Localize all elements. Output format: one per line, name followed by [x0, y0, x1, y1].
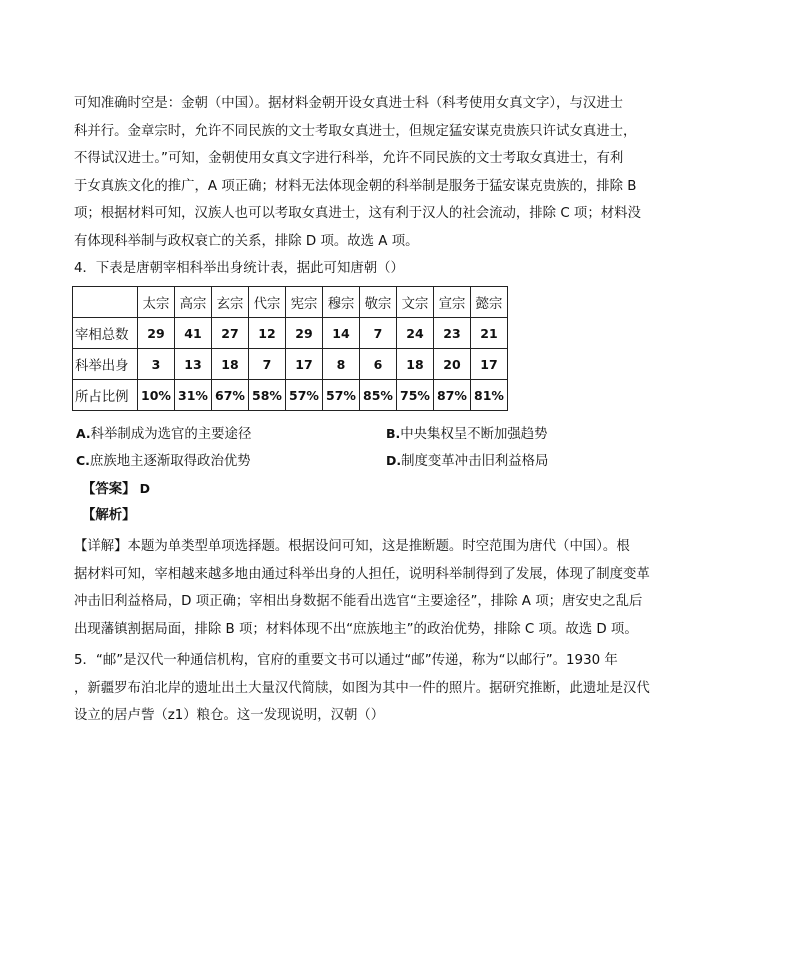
table-cell: 14 [323, 318, 360, 349]
explanation-line: 有体现科举制与政权衰亡的关系，排除 D 项。故选 A 项。 [74, 233, 419, 249]
chancellor-statistics-table [72, 286, 508, 411]
table-row [73, 349, 508, 380]
table-cell: 27 [212, 318, 249, 349]
explanation-line: 科并行。金章宗时，允许不同民族的文士考取女真进士，但规定猛安谋克贵族只许试女真进士， [74, 123, 637, 139]
option-text: 庶族地主逐渐取得政治优势 [89, 454, 251, 469]
option-b [386, 424, 548, 445]
option-text: 制度变革冲击旧利益格局 [401, 454, 549, 469]
table-header-row [73, 287, 508, 318]
table-cell: 10% [138, 380, 175, 411]
table-cell: 29 [138, 318, 175, 349]
table-header-cell: 穆宗 [323, 287, 360, 318]
table-cell: 29 [286, 318, 323, 349]
table-cell: 17 [286, 349, 323, 380]
table-header-cell: 文宗 [397, 287, 434, 318]
option-letter: D. [386, 453, 402, 468]
table-cell: 20 [434, 349, 471, 380]
table-cell: 13 [175, 349, 212, 380]
answer-value: D [139, 481, 150, 496]
table-header-cell: 太宗 [138, 287, 175, 318]
table-row [73, 318, 508, 349]
table-cell: 8 [323, 349, 360, 380]
detail-explanation [74, 533, 714, 643]
table-cell: 81% [471, 380, 508, 411]
option-text: 中央集权呈不断加强趋势 [400, 427, 548, 442]
table-cell: 67% [212, 380, 249, 411]
explanation-line: 于女真族文化的推广，A 项正确；材料无法体现金朝的科举制是服务于猛安谋克贵族的，排除 B [74, 178, 637, 194]
detail-line: 出现藩镇割据局面，排除 B 项；材料体现不出“庶族地主”的政治优势，排除 C 项。故选 D 项。 [74, 621, 638, 637]
table-cell: 17 [471, 349, 508, 380]
table-cell: 85% [360, 380, 397, 411]
table-cell: 21 [471, 318, 508, 349]
table-cell: 18 [212, 349, 249, 380]
table-cell: 87% [434, 380, 471, 411]
table-row-label: 科举出身 [73, 349, 138, 380]
table-cell: 41 [175, 318, 212, 349]
table-cell: 3 [138, 349, 175, 380]
option-c [76, 451, 251, 472]
question5-stem [74, 647, 714, 730]
table-cell: 57% [286, 380, 323, 411]
table-cell: 7 [249, 349, 286, 380]
table-header-cell: 代宗 [249, 287, 286, 318]
answer-line [82, 479, 150, 500]
analysis-label: 【解析】 [82, 508, 136, 523]
detail-line: 冲击旧利益格局，D 项正确；宰相出身数据不能看出选官“主要途径”，排除 A 项；唐安史之乱后 [74, 594, 643, 609]
table-cell: 31% [175, 380, 212, 411]
question5-line: 5．“邮”是汉代一种通信机构，官府的重要文书可以通过“邮”传递，称为“以邮行”。1930 年 [74, 653, 618, 668]
table-header-cell: 宣宗 [434, 287, 471, 318]
table-corner-cell [73, 287, 138, 318]
previous-explanation [74, 90, 714, 255]
table-cell: 7 [360, 318, 397, 349]
option-letter: B. [386, 426, 401, 441]
table-header-cell: 宪宗 [286, 287, 323, 318]
table-row-label: 宰相总数 [73, 318, 138, 349]
table-header-cell: 懿宗 [471, 287, 508, 318]
option-letter: C. [76, 453, 90, 468]
explanation-line: 不得试汉进士。”可知，金朝使用女真文字进行科举，允许不同民族的文士考取女真进士，有利 [74, 151, 624, 166]
option-letter: A. [76, 426, 91, 441]
table-cell: 58% [249, 380, 286, 411]
table-cell: 75% [397, 380, 434, 411]
table-row [73, 380, 508, 411]
table-cell: 6 [360, 349, 397, 380]
question5-line: 设立的居卢訾（z1）粮仓。这一发现说明，汉朝（） [74, 708, 385, 723]
question4-stem: 4．下表是唐朝宰相科举出身统计表，据此可知唐朝（） [74, 261, 404, 276]
detail-line: 【详解】本题为单类型单项选择题。根据设问可知，这是推断题。时空范围为唐代（中国）。根 [74, 539, 630, 554]
option-d [386, 451, 548, 472]
explanation-line: 可知准确时空是：金朝（中国）。据材料金朝开设女真进士科（科考使用女真文字），与汉进士 [74, 96, 624, 111]
table-cell: 12 [249, 318, 286, 349]
table-row-label: 所占比例 [73, 380, 138, 411]
table-header-cell: 玄宗 [212, 287, 249, 318]
analysis-line [82, 506, 136, 526]
table-cell: 24 [397, 318, 434, 349]
table-header-cell: 敬宗 [360, 287, 397, 318]
table-header-cell: 高宗 [175, 287, 212, 318]
table-cell: 23 [434, 318, 471, 349]
table-cell: 18 [397, 349, 434, 380]
detail-line: 据材料可知，宰相越来越多地由通过科举出身的人担任，说明科举制得到了发展，体现了制度变革 [74, 566, 650, 582]
table-cell: 57% [323, 380, 360, 411]
option-a [76, 424, 251, 445]
answer-label: 【答案】 [82, 482, 136, 497]
question5-line: ，新疆罗布泊北岸的遗址出土大量汉代简牍，如图为其中一件的照片。据研究推断，此遗址是汉代 [74, 680, 650, 696]
explanation-line: 项；根据材料可知，汉族人也可以考取女真进士，这有利于汉人的社会流动，排除 C 项；材料没 [74, 206, 641, 221]
option-text: 科举制成为选官的主要途径 [90, 427, 252, 442]
